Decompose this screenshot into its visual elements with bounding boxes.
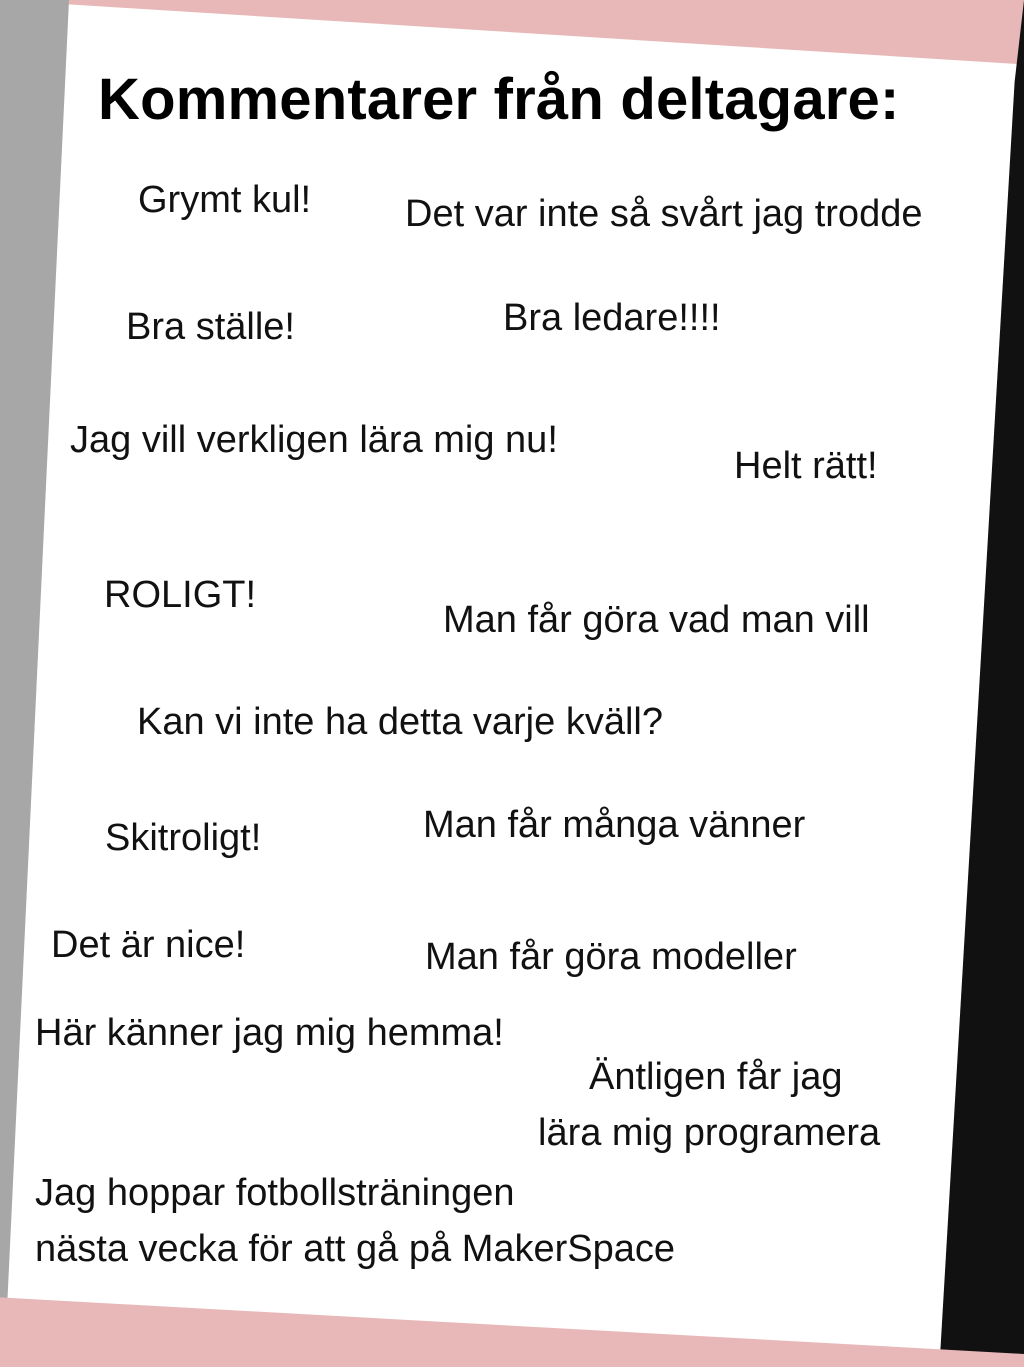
page-title: Kommentarer från deltagare: [98, 67, 900, 132]
comment: Kan vi inte ha detta varje kväll? [137, 701, 663, 743]
comment: Helt rätt! [734, 445, 878, 487]
comment: Det var inte så svårt jag trodde [405, 193, 923, 235]
comment: Man får många vänner [423, 804, 806, 846]
comment-line: Jag hoppar fotbollsträningen [35, 1172, 515, 1214]
comment-line: lära mig programera [538, 1112, 881, 1154]
decorative-black-band-right [930, 0, 1024, 1367]
comment-line: Äntligen får jag [589, 1056, 843, 1098]
comment-line: nästa vecka för att gå på MakerSpace [35, 1228, 676, 1270]
decorative-pink-band-top [0, 0, 1024, 75]
comment: Man får göra vad man vill [443, 599, 870, 641]
comment: Bra ställe! [126, 306, 295, 348]
comment: Det är nice! [51, 924, 246, 966]
comment: Man får göra modeller [425, 936, 797, 978]
comment: Bra ledare!!!! [503, 297, 721, 339]
decorative-pink-band-bottom [0, 1280, 1024, 1367]
comment: Här känner jag mig hemma! [35, 1012, 504, 1054]
comment: Skitroligt! [105, 817, 262, 859]
comment: Jag vill verkligen lära mig nu! [70, 419, 558, 461]
comment: Grymt kul! [138, 179, 312, 221]
comment: ROLIGT! [104, 574, 257, 616]
decorative-grey-band-left [0, 0, 75, 1367]
